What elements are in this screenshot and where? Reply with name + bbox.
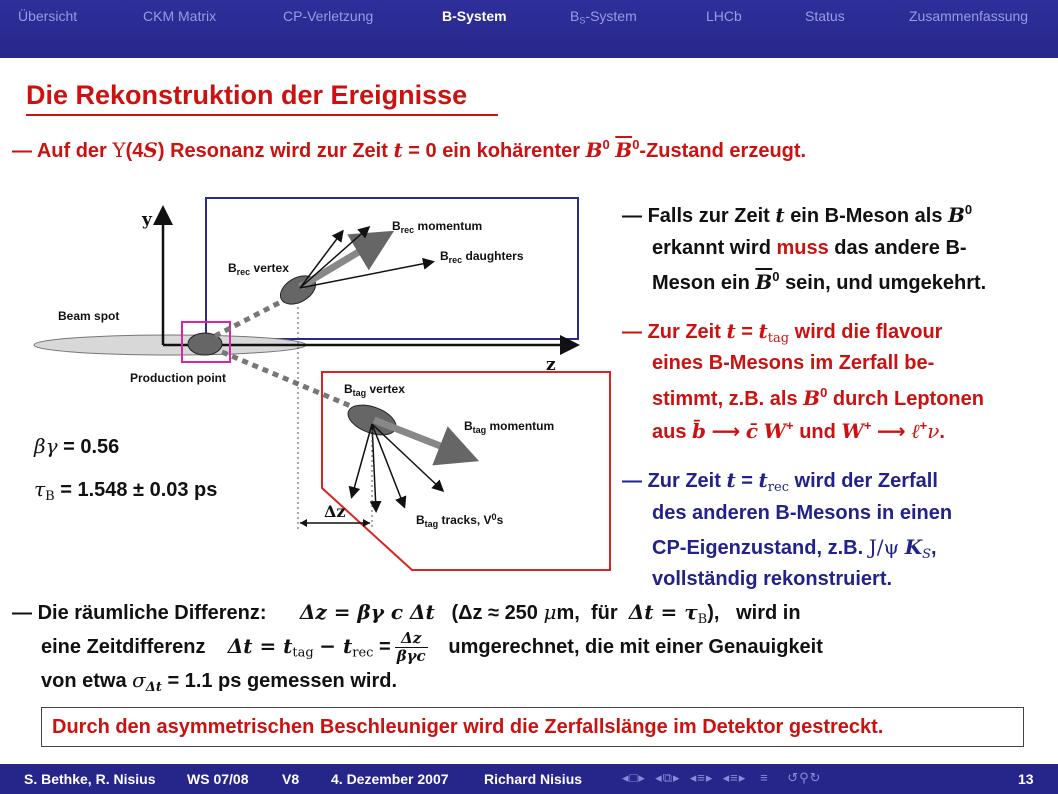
nav-item-cp-verletzung[interactable]: CP-Verletzung: [283, 8, 374, 24]
brec-momentum-label: $B_{rec}$ momentum: [392, 219, 483, 235]
brec-vertex-label: $B_{rec}$ vertex: [228, 261, 289, 277]
z-axis-label: z: [546, 355, 556, 375]
right-p3-line2: des anderen B-Mesons in einen: [652, 502, 953, 524]
beta-gamma-value: βγ = 0.56: [34, 434, 120, 458]
y-axis-label: y: [142, 210, 152, 230]
nav-next-subsection-icon[interactable]: ▸: [672, 770, 681, 785]
btag-momentum-label: $B_{tag}$ momentum: [464, 419, 555, 435]
right-p1-line3: Meson ein $\overline{B}^0$ sein, und umgekehrt.: [652, 269, 987, 294]
delta-t-fraction: $\frac{\Delta z}{\text{βγc}}$: [396, 629, 426, 665]
btag-tracks-label: $B_{tag}$ tracks, $V^0s$: [416, 512, 504, 529]
nav-next-section-icon[interactable]: ▸: [705, 770, 714, 785]
beamer-navigation-icons[interactable]: [622, 770, 822, 786]
right-p2-line1: — Zur Zeit $t = t_{tag}$ wird die flavour: [622, 319, 943, 346]
right-p3-line1: — Zur Zeit $t = t_{rec}$ wird der Zerfall: [622, 468, 938, 495]
brec-daughters-label: $B_{rec}$ daughters: [440, 249, 524, 265]
nav-item-ckm-matrix[interactable]: CKM Matrix: [143, 8, 217, 24]
intro-line: — Auf der Υ(4S) Resonanz wird zur Zeit t = 0 ein kohärenter $B^0$ $\overline{B}^0$-Zustand erzeugt.: [12, 137, 807, 162]
btag-region-box: [322, 372, 610, 570]
footer-page-number: 13: [1018, 771, 1034, 787]
undo-icon[interactable]: ↺: [787, 770, 800, 785]
footer-bar: [0, 764, 1058, 794]
nav-prev-part-icon[interactable]: ◂: [722, 770, 731, 785]
nav-prev-subsection-icon[interactable]: ◂: [655, 770, 663, 785]
delta-z-label: Δz: [324, 502, 346, 521]
redo-icon[interactable]: ↻: [809, 770, 822, 785]
footer-authors: S. Bethke, R. Nisius: [24, 771, 156, 787]
beam-spot-label: Beam spot: [58, 309, 120, 323]
summary-box: Durch den asymmetrischen Beschleuniger wird die Zerfallslänge im Detektor gestreckt.: [41, 707, 1024, 747]
part-icon[interactable]: ≡: [730, 770, 739, 785]
right-p2-line2: eines B-Mesons im Zerfall be-: [652, 352, 935, 374]
title-underline: [26, 114, 498, 116]
tau-b-value: $\tau_B = 1.548 \pm 0.03$ ps: [34, 477, 218, 504]
bottom-line2: eine Zeitdifferenz $\Delta t = t_{tag} - t_{rec}$ = $\frac{\Delta z}{\text{βγc}}$ umgerechnet, die mit einer Genauigkeit: [41, 629, 823, 665]
right-p2-line3: stimmt, z.B. als $B^0$ durch Leptonen: [652, 385, 984, 410]
production-point-label: Production point: [130, 371, 226, 385]
footer-semester: WS 07/08: [187, 771, 249, 787]
footer-date: 4. Dezember 2007: [331, 771, 449, 787]
bottom-line1: — Die räumliche Differenz: Δz = βγ c Δt (Δz ≈ 250 μm, für $\Delta t = \tau_B$), wird in: [12, 600, 801, 627]
nav-prev-icon[interactable]: ◂: [622, 770, 630, 785]
frame-icon[interactable]: □: [629, 770, 639, 785]
outline-icon[interactable]: ≡: [760, 770, 769, 785]
nav-item-uebersicht[interactable]: Übersicht: [18, 8, 78, 24]
nav-item-bs-system[interactable]: $B_S$-System: [570, 8, 637, 26]
nav-next-icon[interactable]: ▸: [638, 770, 646, 785]
nav-item-lhcb[interactable]: LHCb: [706, 8, 742, 24]
right-p3-line4: vollständig rekonstruiert.: [652, 568, 893, 590]
nav-item-b-system[interactable]: B-System: [442, 8, 507, 24]
top-navigation-bar: [0, 0, 1058, 58]
right-p1-line2: erkannt wird muss das andere B-: [652, 237, 967, 259]
reconstruction-diagram: [0, 190, 620, 575]
search-icon[interactable]: ⚲: [799, 770, 810, 785]
section-icon[interactable]: ≡: [697, 770, 706, 785]
nav-item-zusammenfassung[interactable]: Zusammenfassung: [909, 8, 1029, 24]
footer-lecture: V8: [282, 771, 300, 787]
subsection-icon[interactable]: ⧉: [662, 770, 673, 785]
footer-speaker: Richard Nisius: [484, 771, 583, 787]
nav-next-part-icon[interactable]: ▸: [738, 770, 747, 785]
right-p3-line3: CP-Eigenzustand, z.B. J/ψ $K_S$,: [652, 535, 937, 562]
bottom-line3: von etwa $\sigma_{\Delta t} = 1.1$ ps gemessen wird.: [41, 668, 398, 695]
nav-item-status[interactable]: Status: [805, 8, 845, 24]
nav-prev-section-icon[interactable]: ◂: [689, 770, 698, 785]
right-p2-line4: aus b̄ ⟶ c̄ W+ und W+ ⟶ ℓ+ν.: [652, 418, 945, 443]
btag-vertex-label: $B_{tag}$ vertex: [344, 382, 405, 398]
slide-title: Die Rekonstruktion der Ereignisse: [26, 80, 468, 110]
right-p1-line1: — Falls zur Zeit t ein B-Meson als $B^0$: [622, 202, 973, 227]
